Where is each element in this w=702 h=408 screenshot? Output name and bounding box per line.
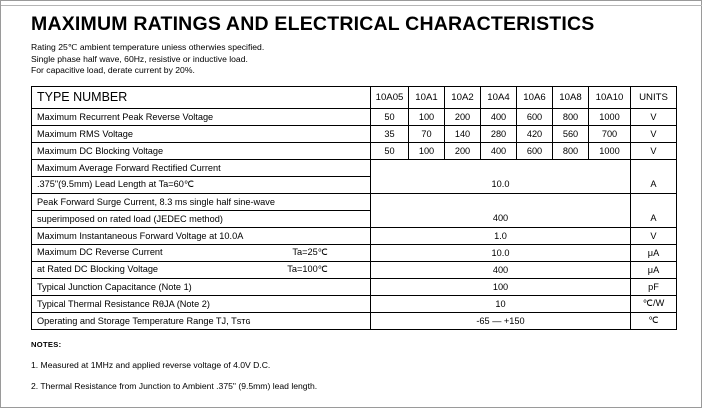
cell-value: 280: [481, 125, 517, 142]
table-row: [32, 193, 677, 210]
cell-units: V: [631, 142, 677, 159]
col-type-number: TYPE NUMBER: [32, 86, 371, 108]
param-label: Typical Junction Capacitance (Note 1): [32, 278, 371, 295]
cell-units: V: [631, 108, 677, 125]
cell-value: 100: [409, 108, 445, 125]
table-header-row: [32, 86, 677, 108]
cell-units: V: [631, 227, 677, 244]
cell-value-span: 10.0: [371, 244, 631, 261]
cell-value: 400: [481, 108, 517, 125]
param-label: Typical Thermal Resistance RθJA (Note 2): [32, 295, 371, 312]
col-part-10A1: 10A1: [409, 86, 445, 108]
ratings-table: [31, 86, 677, 330]
cell-value: 35: [371, 125, 409, 142]
col-part-10A2: 10A2: [445, 86, 481, 108]
cell-units: ℃: [631, 312, 677, 329]
cell-value: 140: [445, 125, 481, 142]
cell-value: 560: [553, 125, 589, 142]
param-condition-text: Ta=25℃: [292, 247, 328, 257]
cell-value: 400: [481, 142, 517, 159]
cell-value-span: 400: [371, 210, 631, 227]
cell-value-span: 10.0: [371, 176, 631, 193]
param-label: Maximum DC Blocking Voltage: [32, 142, 371, 159]
cell-value: 1000: [589, 108, 631, 125]
param-label: superimposed on rated load (JEDEC method): [32, 210, 371, 227]
cell-units: A: [631, 210, 677, 227]
param-label: .375"(9.5mm) Lead Length at Ta=60℃: [32, 176, 371, 193]
table-row: [32, 227, 677, 244]
rating-condition-line: Single phase half wave, 60Hz, resistive or inductive load.: [31, 53, 248, 64]
table-row: [32, 278, 677, 295]
cell-value-span: -65 — +150: [371, 312, 631, 329]
col-part-10A10: 10A10: [589, 86, 631, 108]
page-top-rule: [1, 5, 702, 6]
cell-value: 50: [371, 108, 409, 125]
table-row: [32, 244, 677, 261]
cell-value: 70: [409, 125, 445, 142]
col-part-10A8: 10A8: [553, 86, 589, 108]
cell-value: 200: [445, 108, 481, 125]
table-row: [32, 312, 677, 329]
note-item: 1. Measured at 1MHz and applied reverse voltage of 4.0V D.C.: [31, 359, 271, 370]
col-part-10A05: 10A05: [371, 86, 409, 108]
param-condition-text: Ta=100℃: [287, 264, 328, 274]
param-label: [32, 244, 371, 261]
param-label-text: Maximum DC Reverse Current: [37, 247, 163, 257]
cell-value: 1000: [589, 142, 631, 159]
cell-value: 600: [517, 108, 553, 125]
cell-value-span: [371, 159, 631, 176]
table-row: [32, 295, 677, 312]
cell-value-span: 100: [371, 278, 631, 295]
table-row: [32, 261, 677, 278]
cell-units: μA: [631, 244, 677, 261]
param-label: Maximum Average Forward Rectified Current: [32, 159, 371, 176]
table-row: [32, 176, 677, 193]
table-row: [32, 142, 677, 159]
rating-condition-line: Rating 25℃ ambient temperature uniess otherwies specified.: [31, 42, 265, 52]
page-title: MAXIMUM RATINGS AND ELECTRICAL CHARACTERISTICS: [31, 13, 595, 35]
col-part-10A6: 10A6: [517, 86, 553, 108]
table-row: [32, 210, 677, 227]
cell-value: 700: [589, 125, 631, 142]
cell-value-span: 400: [371, 261, 631, 278]
cell-value-span: 1.0: [371, 227, 631, 244]
cell-value-span: [371, 193, 631, 210]
param-label: [32, 261, 371, 278]
param-label: Maximum Instantaneous Forward Voltage at 10.0A: [32, 227, 371, 244]
table-row: [32, 159, 677, 176]
cell-units: [631, 159, 677, 176]
cell-units: A: [631, 176, 677, 193]
cell-value-span: 10: [371, 295, 631, 312]
cell-units: μA: [631, 261, 677, 278]
param-label: Maximum Recurrent Peak Reverse Voltage: [32, 108, 371, 125]
table-row: [32, 125, 677, 142]
col-units: UNITS: [631, 86, 677, 108]
cell-value: 100: [409, 142, 445, 159]
cell-value: 800: [553, 142, 589, 159]
cell-value: 200: [445, 142, 481, 159]
cell-value: 600: [517, 142, 553, 159]
param-label: Operating and Storage Temperature Range TJ, Tѕтɢ: [32, 312, 371, 329]
cell-units: [631, 193, 677, 210]
cell-value: 800: [553, 108, 589, 125]
cell-value: 420: [517, 125, 553, 142]
notes-heading: NOTES:: [31, 339, 62, 349]
note-item: 2. Thermal Resistance from Junction to Ambient .375" (9.5mm) lead length.: [31, 380, 318, 391]
param-label-text: at Rated DC Blocking Voltage: [37, 264, 159, 274]
param-label: Maximum RMS Voltage: [32, 125, 371, 142]
page-content: [31, 13, 676, 391]
cell-units: V: [631, 125, 677, 142]
cell-units: ℃/W: [631, 295, 677, 312]
rating-conditions: [31, 42, 676, 77]
rating-condition-line: For capacitive load, derate current by 20%.: [31, 65, 195, 75]
param-label: Peak Forward Surge Current, 8.3 ms single half sine-wave: [32, 193, 371, 210]
table-row: [32, 108, 677, 125]
cell-value: 50: [371, 142, 409, 159]
cell-units: pF: [631, 278, 677, 295]
col-part-10A4: 10A4: [481, 86, 517, 108]
